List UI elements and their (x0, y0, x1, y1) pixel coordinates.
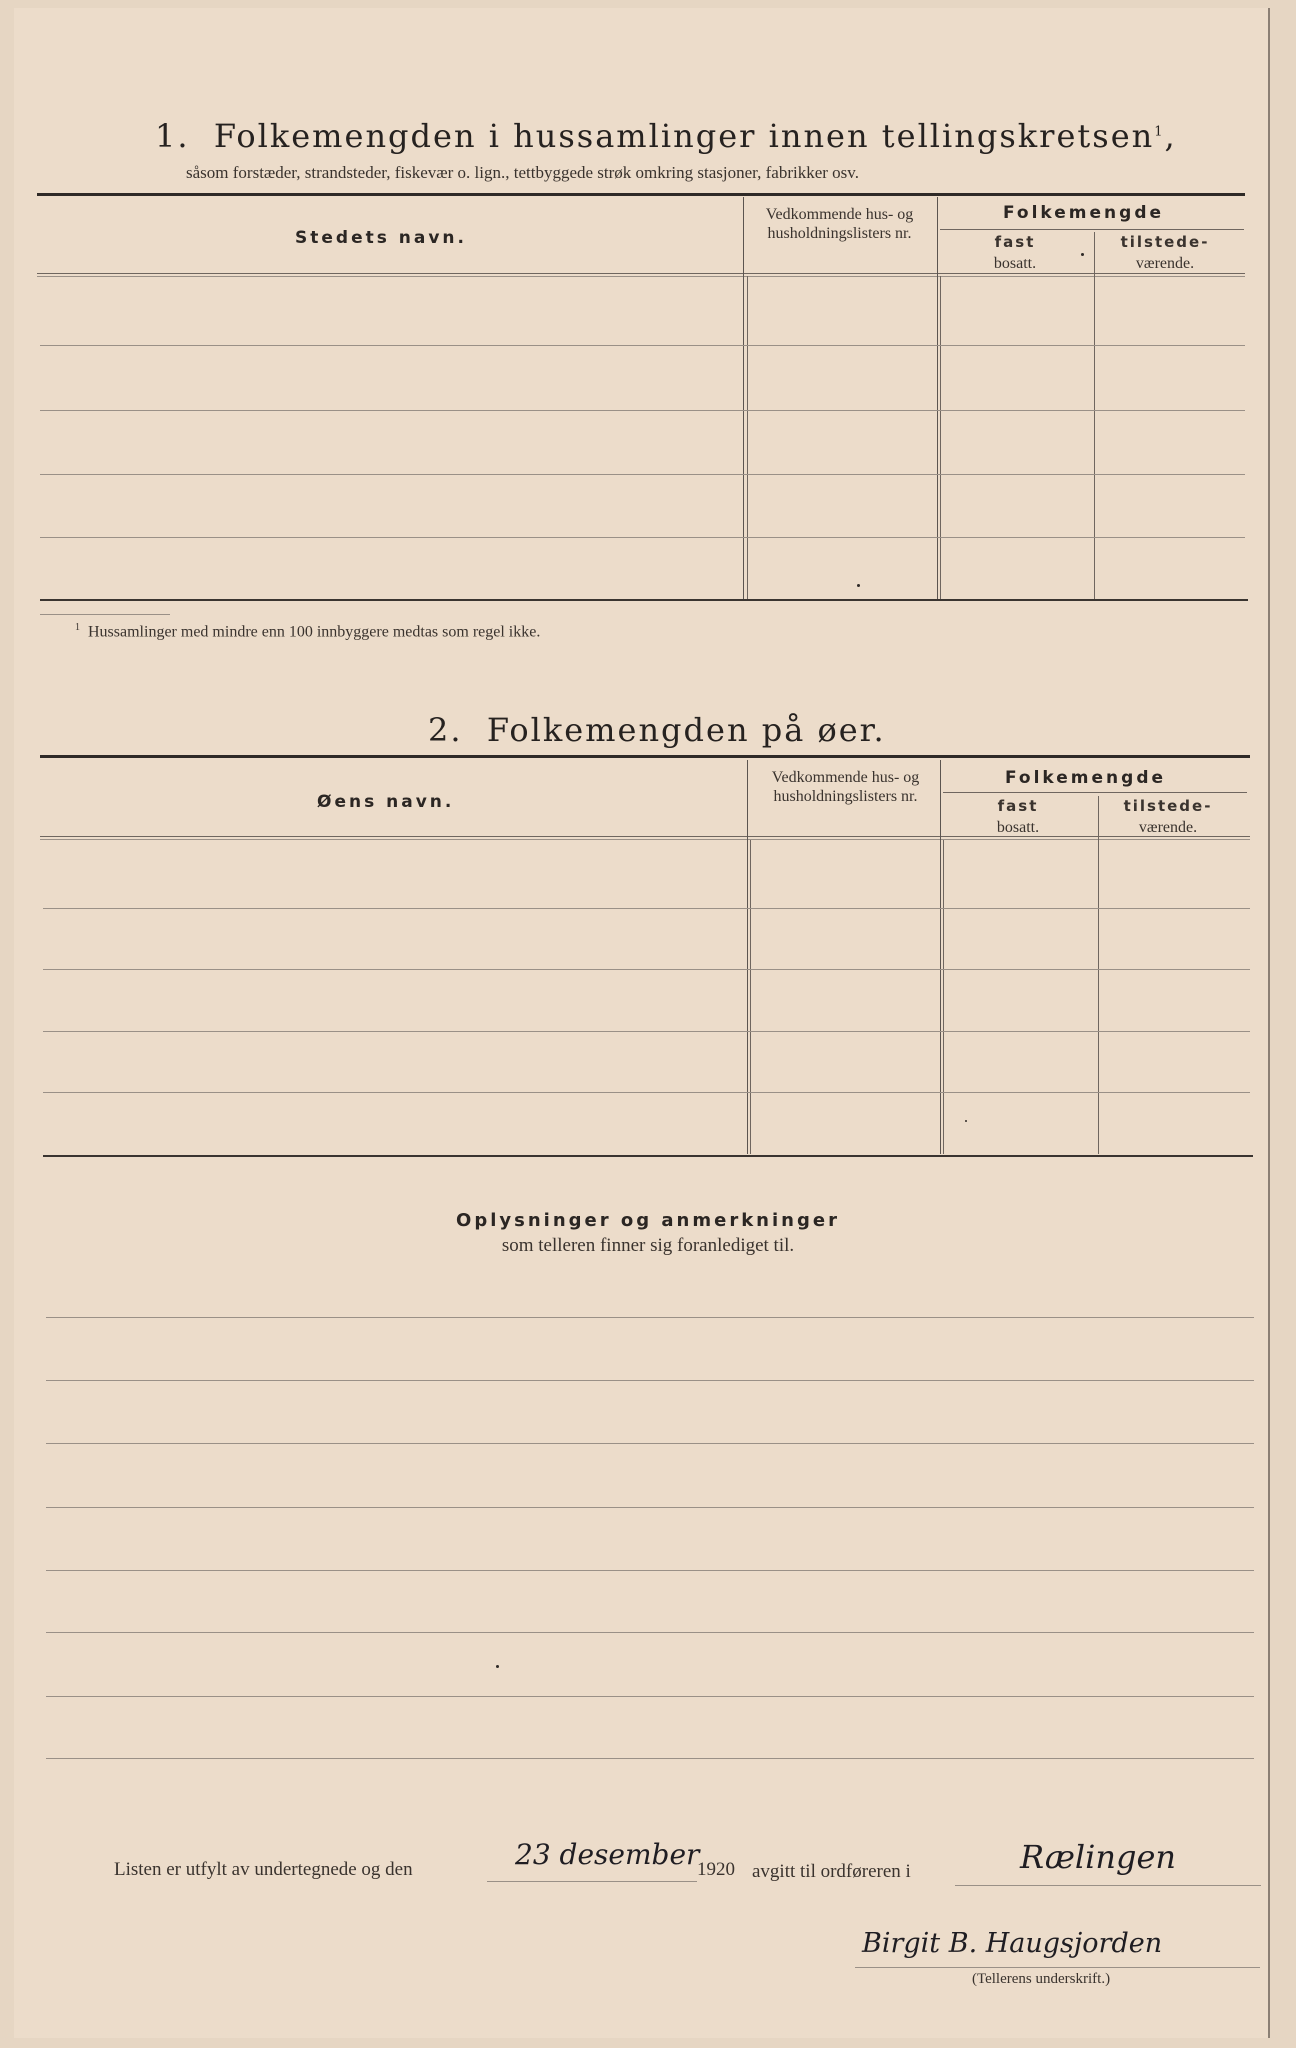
section1-col-til2: værende. (1135, 255, 1195, 272)
section2-col-divider-3 (1098, 796, 1099, 1154)
section1-col-name: Stedets navn. (295, 228, 467, 248)
section1-row-line (40, 474, 1245, 475)
section2-bottom-rule (43, 1155, 1253, 1157)
section2-heading (428, 711, 886, 749)
section1-subtitle: såsom forstæder, strandsteder, fiskevær o. lign., tettbyggede strøk omkring stasjoner, fabrikker osv. (186, 163, 859, 182)
section1-row-line (40, 345, 1245, 346)
census-form-page (14, 8, 1270, 2038)
notes-subtitle: som telleren finner sig foranlediget til. (501, 1235, 795, 1256)
section1-title-suffix: , (1164, 117, 1177, 155)
section2-pop-subrule (943, 792, 1247, 793)
section1-header-rule2 (37, 276, 1245, 277)
section1-row-line (40, 410, 1245, 411)
section1-col-pop: Folkemengde (1003, 203, 1165, 223)
section2-row-line (43, 1092, 1250, 1093)
section2-col-divider-2 (940, 760, 941, 1154)
signature-year: 1920 (697, 1859, 735, 1880)
section1-footnote-ref: 1 (75, 622, 80, 633)
signature-text-a: Listen er utfylt av undertegnede og den (114, 1859, 413, 1880)
section2-col-divider-1b (750, 840, 751, 1154)
notes-line[interactable] (46, 1758, 1254, 1759)
section2-col-til2: værende. (1138, 819, 1198, 836)
notes-line[interactable] (46, 1443, 1254, 1444)
section1-col-fast2: bosatt. (993, 255, 1037, 272)
section1-col-divider-2b (940, 276, 941, 600)
section2-col-name: Øens navn. (317, 792, 455, 812)
section2-number: 2. (428, 711, 463, 749)
notes-line[interactable] (46, 1632, 1254, 1633)
section1-heading (155, 117, 1177, 155)
handwritten-date: 23 desember (515, 1838, 700, 1871)
notes-line[interactable] (46, 1507, 1254, 1508)
date-line (487, 1881, 697, 1882)
section1-footnote-text: Hussamlinger med mindre enn 100 innbyggere medtas som regel ikke. (88, 623, 541, 641)
section1-title: Folkemengden i hussamlinger innen tellingskretsen (213, 117, 1155, 155)
section1-bottom-rule (40, 599, 1248, 601)
signature-caption: (Tellerens underskrift.) (972, 1971, 1111, 1987)
section2-header-rule (40, 836, 1250, 837)
section2-col-fast: fast (997, 797, 1039, 815)
section1-number: 1. (155, 117, 190, 155)
section2-col-pop: Folkemengde (1005, 768, 1167, 788)
section2-col-divider-1 (747, 760, 748, 1154)
section1-col-list: Vedkommende hus- og husholdningslisters nr. (765, 206, 914, 242)
section2-row-line (43, 969, 1250, 970)
notes-line[interactable] (46, 1696, 1254, 1697)
notes-line[interactable] (46, 1380, 1254, 1381)
section2-col-list: Vedkommende hus- og husholdningslisters nr. (771, 769, 920, 805)
section2-row-line (43, 1031, 1250, 1032)
ink-speck (496, 1665, 499, 1668)
section2-col-til: tilstede- (1123, 797, 1213, 815)
place-line (955, 1885, 1261, 1886)
section1-col-divider-1b (747, 276, 748, 600)
ink-speck (857, 584, 860, 587)
section2-top-rule (40, 755, 1250, 758)
section1-col-divider-3 (1094, 232, 1095, 600)
section1-pop-subrule (940, 229, 1244, 230)
handwritten-place: Rælingen (1020, 1838, 1177, 1876)
section1-footnote-rule (40, 614, 170, 615)
section1-footnote (75, 622, 540, 641)
section1-col-divider-1 (743, 197, 744, 600)
section1-col-fast: fast (994, 233, 1036, 251)
section1-col-til: tilstede- (1120, 233, 1210, 251)
section1-header-rule (37, 273, 1245, 274)
section2-col-fast2: bosatt. (996, 819, 1040, 836)
ink-speck (1081, 253, 1084, 256)
notes-title: Oplysninger og anmerkninger (456, 1210, 840, 1231)
section1-footnote-mark: 1 (1154, 124, 1165, 140)
signature-line (855, 1967, 1260, 1968)
handwritten-signature: Birgit B. Haugsjorden (862, 1928, 1163, 1959)
section1-row-line (40, 537, 1245, 538)
notes-line[interactable] (46, 1570, 1254, 1571)
notes-line[interactable] (46, 1317, 1254, 1318)
signature-text-b: avgitt til ordføreren i (752, 1861, 911, 1882)
section2-title: Folkemengden på øer. (486, 711, 886, 749)
section2-header-rule2 (40, 839, 1250, 840)
section1-col-divider-2 (937, 197, 938, 600)
section1-top-rule (37, 193, 1245, 196)
section2-col-divider-2b (943, 840, 944, 1154)
section2-row-line (43, 908, 1250, 909)
ink-speck (965, 1120, 967, 1122)
